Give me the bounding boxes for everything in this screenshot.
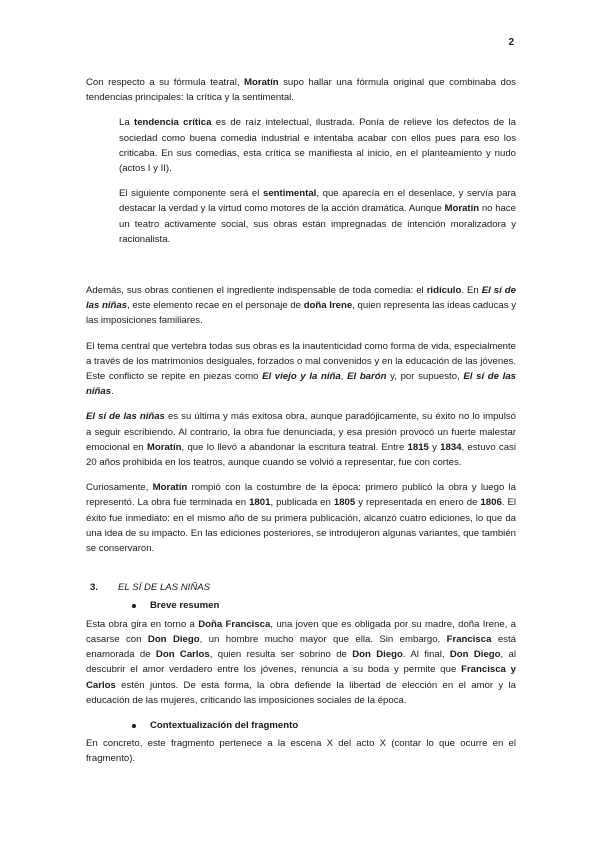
paragraph-tendencia-critica (119, 115, 516, 176)
document-body (86, 75, 516, 767)
bold-text: 1815 (407, 441, 429, 453)
text: estén juntos. De esta forma, la obra defiende la libertad de elección en el amor y la educación de las mujeres, criticando las imposiciones sociales de la época. (86, 679, 516, 706)
spacer (86, 247, 516, 283)
bold-text: 1834 (440, 441, 462, 453)
page-number: 2 (508, 37, 514, 48)
bold-text: sentimental (263, 188, 317, 200)
text: . (111, 386, 114, 398)
paragraph-exito-obra (86, 409, 516, 470)
text: , este elemento recae en el personaje de (127, 300, 304, 312)
text: , una joven que es obligada por su madre, doña Irene, a casarse con (86, 618, 516, 645)
text: El tema central que vertebra todas sus obras es la inautenticidad como forma de vida, especialmente a través de los matrimonios desiguales, forzados o mal convenidos y en la educación de las jóvenes. Este conflicto se repite en piezas como (86, 340, 516, 383)
bold-text: 1801 (249, 497, 271, 509)
bullet-heading-resumen (132, 598, 516, 613)
text: Curiosamente, (86, 482, 153, 494)
section-title: EL SÍ DE LAS NIÑAS (118, 582, 211, 594)
text: Esta obra gira en torno a (86, 618, 199, 630)
bold-text: Moratín (146, 441, 182, 453)
bold-text: 1806 (480, 497, 502, 509)
text: , (340, 371, 348, 383)
text: y, por supuesto, (386, 371, 464, 383)
text: . El éxito fue inmediato: en el mismo año de su primera publicación, alcanzó cuatro ediciones, lo que da una idea de su impacto. En las ediciones posteriores, se introdujeron algunas variantes, que también se conservaron. (86, 497, 516, 555)
paragraph-formula-teatral (86, 75, 516, 105)
text: , al descubrir el amor verdadero entre los jóvenes, renuncia a su boda y permite que (86, 649, 516, 676)
text: y representada en enero de (355, 497, 481, 509)
paragraph-fragmento: En concreto, este fragmento pertenece a la escena X del acto X (contar lo que ocurre en el fragmento). (86, 738, 516, 765)
paragraph-resumen (86, 617, 516, 708)
text: es su última y más exitosa obra, aunque paradójicamente, su éxito no lo impulsó a seguir escribiendo. Al contrario, la obra fue denunciada, y esa presión provocó un fuerte malestar emocional en (86, 411, 516, 453)
bold-text: Moratín (152, 482, 188, 494)
bold-text: Moratín (444, 203, 480, 215)
bold-text: Francisca y Carlos (86, 664, 516, 691)
text: , que aparecía en el desenlace, y servía para destacar la verdad y la virtud como motores de la acción dramática. Aunque (119, 188, 516, 215)
text: Con respecto a su fórmula teatral, (86, 77, 244, 88)
work-title: El viejo y la niña (262, 371, 341, 383)
work-title: El sí de las niñas (86, 371, 516, 398)
text: . Al final, (402, 649, 450, 661)
bold-text: Don Diego (449, 649, 501, 661)
work-title: El barón (347, 371, 387, 383)
paragraph-tema-central (86, 339, 516, 400)
bold-text: doña Irene (303, 300, 353, 312)
text: Además, sus obras contienen el ingrediente indispensable de toda comedia: el (86, 285, 427, 297)
text: es de raíz intelectual, ilustrada. Ponía de relieve los defectos de la sociedad como buena comedia industrial e intentaba acabar con ellos pues para eso los criticaba. En sus comedias, esta crítica se manifiesta al inicio, en el planteamiento y nudo (actos I y II). (119, 117, 517, 175)
text: . En (461, 285, 482, 297)
bold-text: tendencia crítica (134, 117, 212, 129)
text: supo hallar una fórmula original que combinaba dos tendencias principales: la crítica y la sentimental. (86, 77, 516, 104)
text: , que lo llevó a abandonar la escritura teatral. Entre (181, 441, 408, 453)
bullet-label: Contextualización del fragmento (150, 719, 299, 731)
text: , un hombre mucho mayor que ella. Sin embargo, (199, 633, 447, 645)
bullet-icon (132, 604, 136, 608)
text: y (428, 441, 441, 453)
paragraph-sentimental (119, 186, 516, 247)
text: no hace un teatro activamente social, sus obras están impregnadas de intención moralizadora y racionalista. (119, 203, 516, 245)
paragraph-ridiculo (86, 283, 516, 329)
text: rompió con la costumbre de la época: primero publicó la obra y luego la representó. La obra fue terminada en (86, 482, 516, 509)
bold-text: Don Diego (352, 649, 403, 661)
paragraph-publicacion (86, 480, 516, 556)
bold-text: ridículo (426, 285, 462, 297)
section-heading (86, 580, 516, 595)
text: , publicada en (270, 497, 334, 509)
text: La (119, 117, 135, 129)
bold-text: Doña Francisca (198, 618, 271, 630)
section-number: 3. (90, 582, 99, 594)
text: , quien representa las ideas caducas y las imposiciones familiares. (86, 300, 516, 327)
text: El siguiente componente será el (119, 188, 263, 200)
text: está enamorada de (86, 633, 516, 661)
bullet-label: Breve resumen (150, 600, 220, 612)
bold-text: Don Carlos (155, 649, 210, 661)
text: , estuvo casi 20 años prohibida en los teatros, aunque cuando se volvió a representar, fue con cortes. (86, 441, 516, 469)
bold-text: Francisca (446, 633, 492, 645)
work-title: El sí de las niñas (86, 411, 165, 423)
bullet-icon (132, 724, 136, 728)
bold-text: Don Diego (147, 633, 200, 645)
work-title: El sí de las niñas (86, 285, 516, 312)
bullet-heading-contextualizacion (132, 718, 516, 733)
bold-text: 1805 (333, 497, 356, 509)
text: , quien resulta ser sobrino de (209, 649, 353, 661)
bold-text: Moratín (243, 77, 279, 88)
